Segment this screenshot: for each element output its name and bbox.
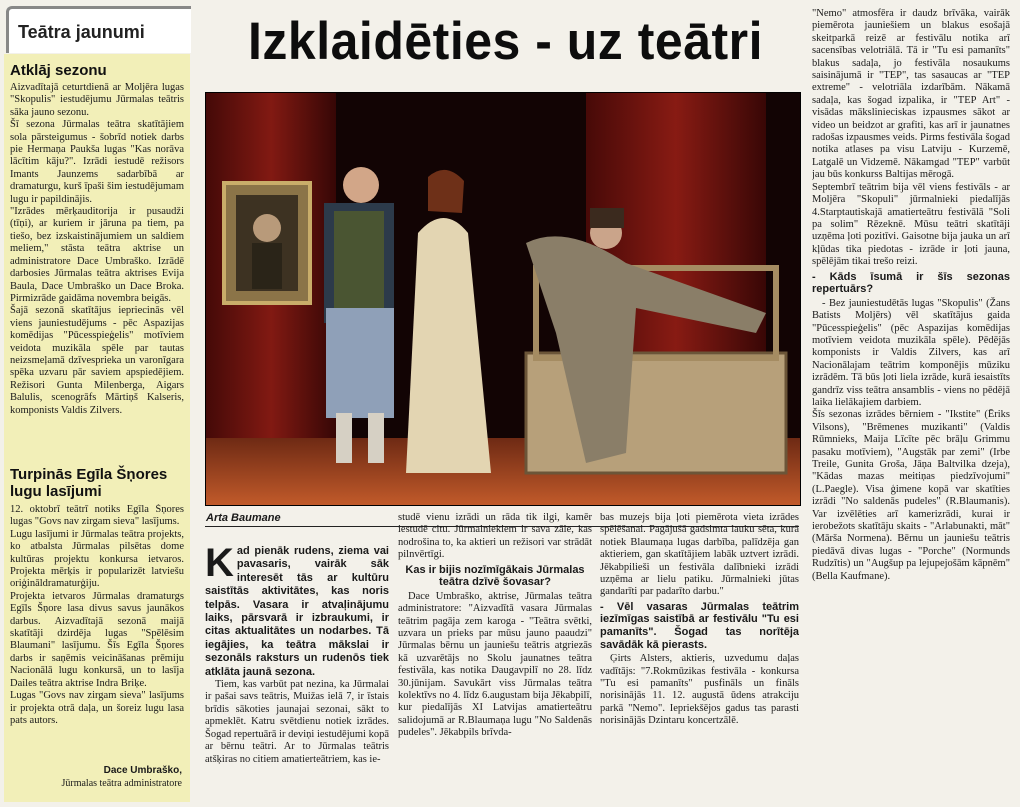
column-2-top: studē vienu izrādi un rāda tik ilgi, kamēr iestudē citu. Jūrmalniekiem ir sava zāle, kas nodrošina to, ka aktieri un režisori var strādāt pilnvērtīgi. [398, 512, 592, 561]
article-column-2 [398, 512, 592, 802]
column-2-body: Dace Umbraško, aktrise, Jūrmalas teātra administratore: "Aizvadītā vasara Jūrmalas teātrim pagāja zem karoga - "Teātra svētki, uzvara un prieks par mūsu jauno paaudzi" Jūrmalas bērnu un jauniešu teātris atgriezās kā uzvarētājs no Skolu jaunatnes teātra festivāla, kas notika Daugavpilī no 28. līdz 30.jūnijam. Savukārt viss Jūrmalas teātra kolektīvs no 4. līdz 6.augustam bija Jēkabpilī, kur piedalījās XI Latvijas amatierteātru salidojumā ar R.Blaumaņa lugu "No Saldenās pudeles". Jēkabpils brīvda- [398, 590, 592, 739]
section-label: Teātra jaunumi [18, 22, 145, 42]
sidebar-heading-season: Atklāj sezonu [10, 62, 107, 79]
article-column-1 [205, 545, 389, 800]
question-2: - Vēl vasaras Jūrmalas teātrim iezīmīgas saistībā ar festivālu "Tu esi pamanīts". Šogad tas norītēja savādāk kā pierasts. [600, 600, 799, 651]
sidebar-heading-readings: Turpinās Egīla Šņores lugu lasījumi [10, 466, 168, 500]
column-3-top: bas muzejs bija ļoti piemērota vieta izrādes spēlēšanai. Pagājušā gadsimta lauku sēta, kurā notiek Blaumaņa lugas darbība, palīdzēja gan aktieriem, gan skatītājiem labāk uztvert izrādi. Jēkabpilieši un festivāla dalībnieki izrādi uzņēma ar lielu patiku. Jūrmalnieki jūtas gandarīti par padarīto darbu." [600, 512, 799, 598]
article-column-4 [812, 8, 1010, 804]
column-3-body: Ģirts Alsters, aktieris, uzvedumu daļas vadītājs: "7.Rokmūzikas festivāla - konkursa "Tu esi pamanīts" pusfināls un fināls norisinājās 11. 12. augustā ūdens atrakciju parkā "Nemo". Iepriekšējos gadus tas parasti norisinājās Dzintaru koncertzālē. [600, 653, 799, 727]
column-4-body-1: "Nemo" atmosfēra ir daudz brīvāka, vairāk piemērota jauniešiem un blakus esošajā skeitparkā reizē ar festivālu notika arī sacensības velotriālā. Tā ir "Tu esi pamanīts" blakus sadaļa, jo festivāla nosaukums saisinājumā ir "TEP", tas sasaucas ar "TEP extreme" - velotriāla izdarībām. Nākamā sadaļa, kas šogad izpalika, ir "TEP Art" - visādas mākslinieciskas izpausmes sākot ar video un beidzot ar grafiti, kas arī ir jaunatnes radošas izpausmes veids. Pirms festivāla šogad notika atlases pa visu Latviju - Kurzemē, Latgalē un Vidzemē. Nākamgad "TEP" varbūt jau būs konkurss Baltijas mērogā. Septembrī teātrim bija vēl viens festivāls - ar Moljēra "Skopuli" jūrmalnieki piedalījās 4.Starptautiskajā amatierteātru festivālā "Soli pa solim" Rēzeknē. Mūsu teātri skatītāji uzņēma ļoti pozitīvi. Gaisotne bija jauka un arī kļūdas tika piedotas - izrāde ir ļoti jauna, spēlējām tikai trešo reizi. [812, 8, 1010, 268]
lead-text: ad pienāk rudens, ziema vai pavasaris, vairāk sāk interesēt tās ar kultūru saistītās aktivitātes, kas noris telpās. Vasara ir atvaļinājumu laiks, pārsvarā ir izbraukumi, ir citas aktualitātes un nodarbes. Tā iegājies, ka teātra mākslai ir sezonāls raksturs un rudenōs tiek atklāta jaunā sezona. [205, 545, 389, 678]
drop-cap: K [205, 545, 234, 585]
sidebar-text-readings: 12. oktobrī teātrī notiks Egīla Šņores lugas "Govs nav zirgam sieva" lasījums. Lugu lasījumi ir Jūrmalas teātra projekts, ko atbalsta Jūrmalas pilsētas dome kultūras projektu konkursa ietvaros. Projekta mērķis ir popularizēt latviešu oriģināldramaturģiju. Projekta ietvaros Jūrmalas dramaturgs Egīls Šņore lasa divus savus jaunākos darbus. Aizvadītajā sezonā maijā skatītāji dzirdēja lugas "Spēlēsim Blaumani" lasījumu. Šīs Egīla Šņores darbs ir saņēmis veicināšanas prēmiju Nacionālā lugu konkursā, un to lasīja Dailes teātra aktrise Indra Briķe. Lugas "Govs nav zirgam sieva" lasījums ir projekta otrā daļa, un šoreiz lugu lasa pats autors. [10, 504, 184, 726]
stage-scene-image [206, 93, 800, 505]
article-headline: Izklaidēties - uz teātri [248, 11, 763, 71]
question-1: Kas ir bijis nozīmīgākais Jūrmalas teātra dzīvē šovasar? [405, 563, 585, 589]
sidebar-text-season: Aizvadītajā ceturtdienā ar Moljēra lugas "Skopulis" iestudējumu Jūrmalas teātris sāka jauno sezonu. Šī sezona Jūrmalas teātra skatītājiem sola pārsteigumus - šobrīd notiek darbs pie Hermaņa Paukša lugas "Kas norāva lācītim kāju?". Izrādi iestudē režisors Imants Jaunzems sadarbībā ar dramaturgu, kurš īpaši šim iestudējumam lugu ir papildinājis. "Izrādes mērķauditorija ir pusaudži (tīņi), ar kuriem ir jāruna pa tiem, pa tiešo, bez izskaistinājumiem un saldiem meliem," stāsta teātra aktrise un administratore Dace Umbraško. Izrādē darbosies Jūrmalas teātra aktrises Evija Baula, Dace Umbraško un Dace Broka. Pirmizrāde gaidāma novembra beigās. Šajā sezonā skatītājus iepriecinās vēl viens jauniestudējums - pēc Aspazijas komēdijas "Pūcesspieģelis" motīviem veidota muzikāla spēle par tautas neizsmeļamā dzīvesprieka un varonīgara spēka uzvaru pār saviem apspiedējiem. Režisori Gunta Milenberga, Aigars Balulis, scenogrāfs Mārtiņš Kalseris, komponists Valdis Zilvers. [10, 82, 184, 416]
column-4-body-2: - Bez jauniestudētās lugas "Skopulis" (Žans Batists Moljērs) vēl skatītājus gaida "Pūcesspieģelis" (pēc Aspazijas komēdijas motīviem veidota muzikāla spēle). Pēdējās komponists ir Valdis Zilvers, kas arī Nacionālajam teātrim komponējis mūziku izrādēm. Tā būs ļoti liela izrāde, kurā iesaistīts gandrīz viss teātra ansamblis - viens no pēdējā laika lielākajiem darbiem. Šīs sezonas izrādes bērniem - "Ikstite" (Ēriks Vilsons), "Brēmenes muzikanti" (Valdis Rūmnieks, Maija Līcīte pēc brāļu Grimmu pasaku motīviem), "Augstāk par zemi" (Irbe Treile, Gunita Groša, Jāņa Baltvilka dzeja), "Kādas mazas meitiņas piedzīvojumi" (L.Paegle). Visa ģimene kopā var skatīties izrādi "No saldenās pudeles" (R.Blaumanis). Var izvēlēties arī kamerizrādi, kurai ir ierobežots skatītāju skaits - "Arlabunakti, māt" (Mārša Normena). Bērnu un jauniešu teātris piedāvā divas lugas - "Porche" (Normunds Rudzītis) un "Augšup pa lejupejošām kāpnēm" (Bella Kaufmane). [812, 297, 1010, 582]
article-column-3 [600, 512, 799, 802]
sidebar-signature-role: Jūrmalas teātra administratore [61, 778, 182, 789]
article-byline: Arta Baumane [206, 512, 281, 524]
sidebar-signature-name: Dace Umbraško, [103, 765, 182, 776]
question-3: - Kāds īsumā ir šīs sezonas repertuārs? [812, 270, 1010, 296]
theatre-photo [205, 92, 801, 506]
article-lead [205, 545, 389, 679]
column-1-body: Tiem, kas varbūt pat nezina, ka Jūrmalai ir pašai savs teātris, Muižas ielā 7, ir īstais brīdis sākoties jaunajai sezonai, sākt to apmeklēt. Katru svētdienu notiek izrādes. Šogad repertuārā ir deviņi iestudējumi kopā ar bērnu teātri. Ar to Jūrmalas teātris atšķiras no citiem amatierteātriem, kas ie- [205, 679, 389, 765]
